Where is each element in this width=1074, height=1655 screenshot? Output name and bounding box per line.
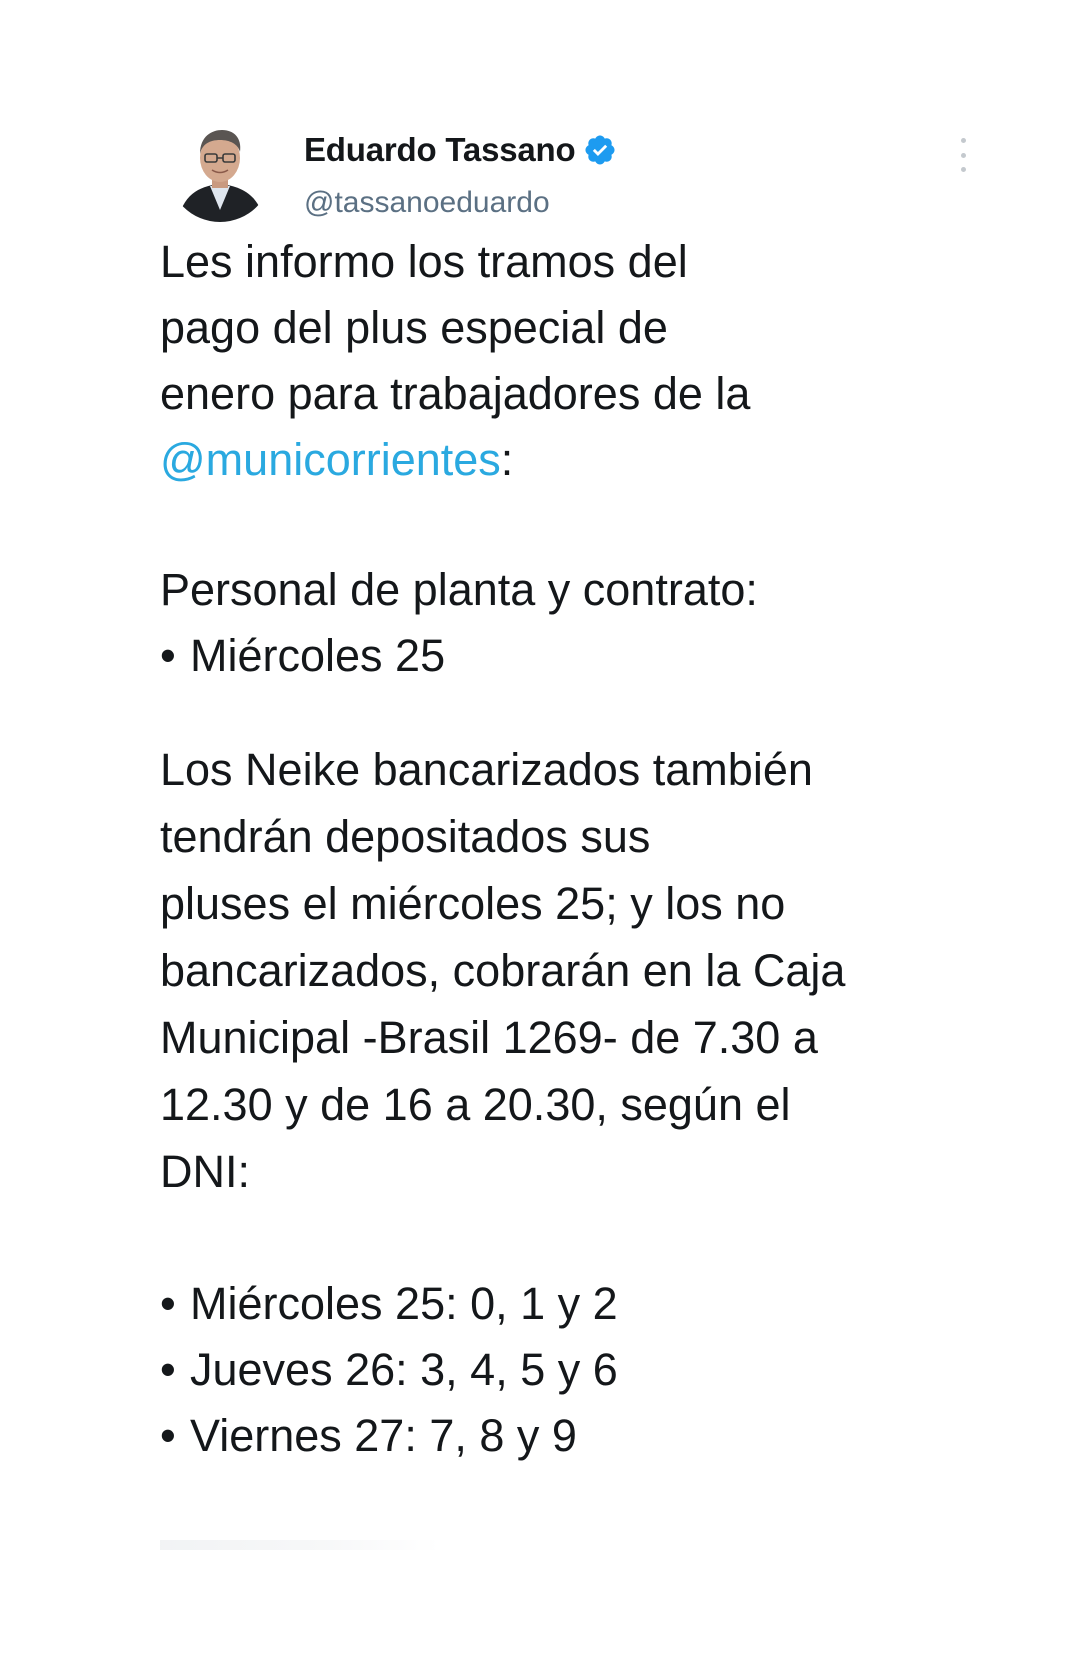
tweet-text-line: Municipal -Brasil 1269- de 7.30 a bbox=[160, 1012, 818, 1063]
tweet-text-line: pluses el miércoles 25; y los no bbox=[160, 878, 786, 929]
tweet-text-line: 12.30 y de 16 a 20.30, según el bbox=[160, 1079, 791, 1130]
more-dot bbox=[961, 153, 966, 158]
tweet-text-line: tendrán depositados sus bbox=[160, 811, 651, 862]
tweet-text-line: enero para trabajadores de la bbox=[160, 368, 751, 419]
author-avatar[interactable] bbox=[168, 118, 272, 222]
bullet: • bbox=[160, 630, 176, 681]
list-item-text: Jueves 26: 3, 4, 5 y 6 bbox=[190, 1344, 618, 1395]
author-display-name[interactable]: Eduardo Tassano bbox=[304, 131, 576, 168]
list-item-text: Miércoles 25: 0, 1 y 2 bbox=[190, 1278, 618, 1329]
bullet: • bbox=[160, 1410, 176, 1461]
mention-link[interactable]: @municorrientes bbox=[160, 434, 501, 485]
list-item bbox=[160, 1336, 618, 1404]
tweet-text-line: DNI: bbox=[160, 1146, 250, 1197]
section-heading: Personal de planta y contrato: bbox=[160, 564, 758, 615]
author-handle[interactable]: @tassanoeduardo bbox=[304, 186, 550, 219]
more-options-icon[interactable] bbox=[956, 138, 970, 172]
verified-badge-icon bbox=[583, 133, 617, 167]
list-item bbox=[160, 1402, 577, 1470]
bullet: • bbox=[160, 1344, 176, 1395]
author-name-row bbox=[304, 128, 617, 172]
tweet-text-line: Los Neike bancarizados también bbox=[160, 744, 813, 795]
tweet-text-line: bancarizados, cobrarán en la Caja bbox=[160, 945, 846, 996]
tweet-text-line: Les informo los tramos del bbox=[160, 236, 688, 287]
tweet-text-line-mention bbox=[160, 426, 513, 494]
list-item-text: Miércoles 25 bbox=[190, 630, 446, 681]
list-item bbox=[160, 622, 445, 690]
tweet-text-line: pago del plus especial de bbox=[160, 302, 668, 353]
cropped-text-remnant bbox=[160, 1540, 440, 1550]
more-dot bbox=[961, 138, 966, 143]
list-item bbox=[160, 1270, 618, 1338]
bullet: • bbox=[160, 1278, 176, 1329]
mention-suffix: : bbox=[500, 434, 514, 485]
list-item-text: Viernes 27: 7, 8 y 9 bbox=[190, 1410, 577, 1461]
more-dot bbox=[961, 167, 966, 172]
